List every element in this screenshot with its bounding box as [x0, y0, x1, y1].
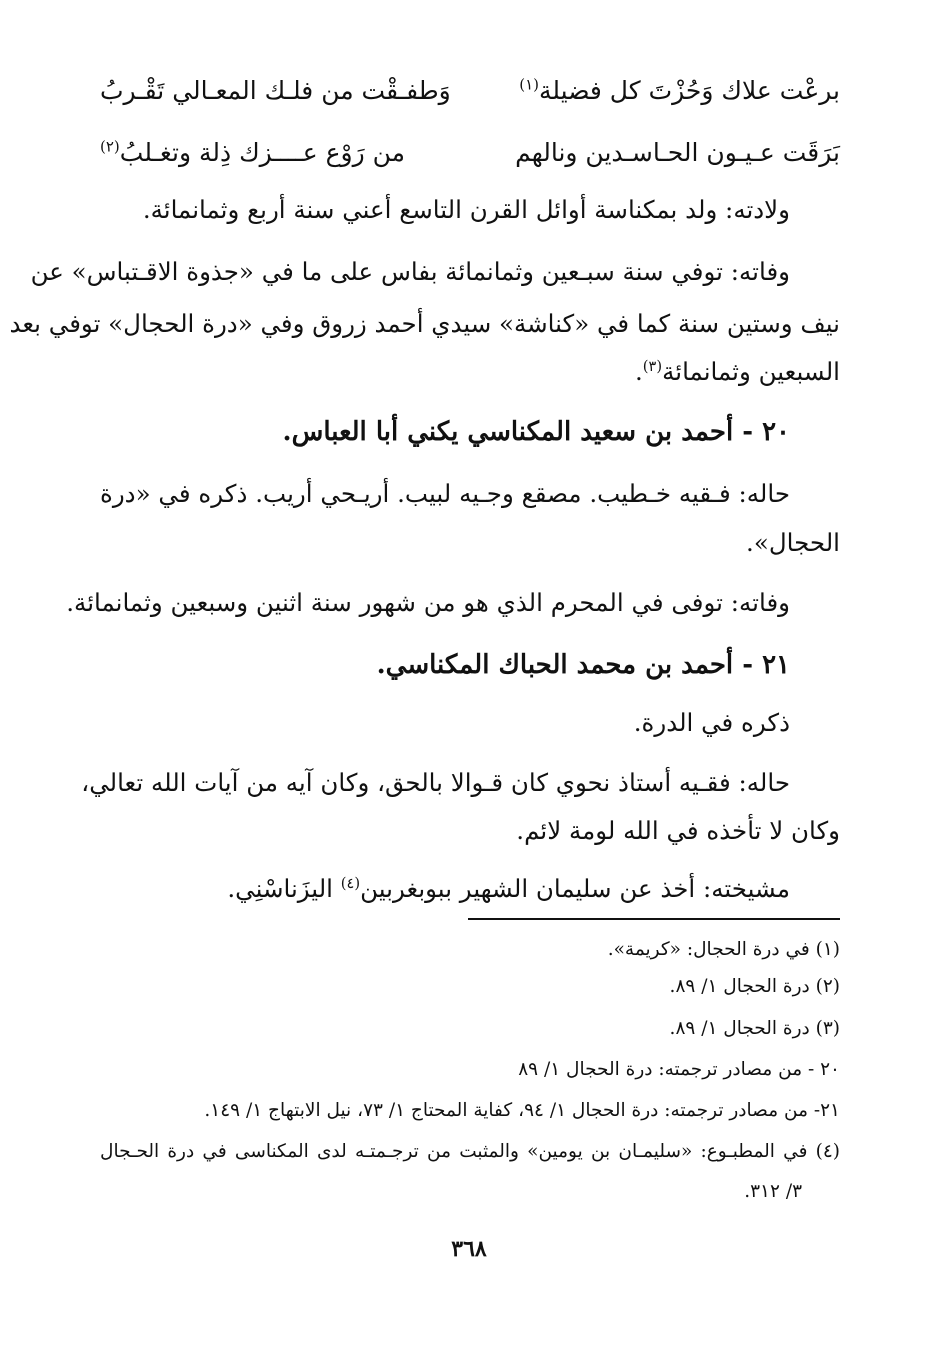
entry-21-description-line-2: وكان لا تأخذه في الله لومة لائم. [516, 816, 840, 845]
birth-paragraph: ولادته: ولد بمكناسة أوائل القرن التاسع أعني سنة أربع وثمانمائة. [142, 195, 790, 224]
footnote-entry-20-sources: ٢٠ - من مصادر ترجمته: درة الحجال ١/ ٨٩ [518, 1059, 840, 1080]
footnote-entry-21-sources: ٢١- من مصادر ترجمته: درة الحجال ١/ ٩٤، كفاية المحتاج ١/ ٧٣، نيل الابتهاج ١/ ١٤٩. [204, 1100, 840, 1121]
footnote-ref-2[interactable]: (٢) [100, 137, 120, 156]
death-line-1: وفاته: توفي سنة سبـعين وثمانمائة بفاس على ما في «جذوة الاقـتباس» عن [30, 257, 790, 286]
footnote-3: (٣) درة الحجال ١/ ٨٩. [669, 1018, 840, 1039]
footnote-4-line-2: ٣/ ٣١٢. [744, 1181, 802, 1202]
footnote-1: (١) في درة الحجال: «كريمة». [607, 939, 840, 960]
footnote-ref-1[interactable]: (١) [519, 75, 539, 94]
entry-20-heading: ٢٠ - أحمد بن سعيد المكناسي يكني أبا العباس. [282, 417, 790, 447]
death-line-3: السبعين وثمانمائة$^{(٣)}$. [634, 357, 840, 386]
verse-1-first-hemistich: برعْت علاك وَحُزْتَ كل فضيلة$^{(١)}$ [519, 75, 840, 105]
entry-21-heading: ٢١ - أحمد بن محمد الحباك المكناسي. [376, 650, 790, 680]
entry-21-description-line-1: حاله: فقـيه أستاذ نحوي كان قـوالا بالحق، وكان آيه من آيات الله تعالي، [81, 768, 790, 797]
footnote-ref-3[interactable]: (٣) [642, 357, 663, 375]
footnote-4-line-1: (٤) في المطبـوع: «سليمـان بن يومين» والمثبت من ترجـمتـه لدى المكناسى في درة الحـجال [100, 1141, 840, 1162]
death-line-2: نيف وستين سنة كما في «كناشة» سيدي أحمد زروق وفي «درة الحجال» توفي بعد [9, 309, 840, 338]
entry-21-teachers: مشيخته: أخذ عن سليمان الشهير ببوبغربين$^{(٤)}$ اليزَناسْنِي. [227, 874, 790, 903]
footnote-separator [468, 918, 840, 920]
entry-20-description-line-1: حاله: فـقيه خـطيب. مصقع وجـيه لبيب. أريـحي أريب. ذكره في «درة [100, 479, 790, 508]
page-number: ٣٦٨ [451, 1236, 487, 1262]
poem-verse-2 [100, 130, 840, 176]
verse-2-first-hemistich: بَرَقَت عـيـون الحـاسـدين ونالهم [515, 138, 840, 167]
entry-20-description-line-2: الحجال». [746, 528, 840, 557]
poem-verse-1 [100, 68, 840, 114]
verse-2-second-hemistich: من رَوْع عــــزك ذِلة وتغـلبُ$^{(٢)}$ [100, 137, 406, 167]
footnote-ref-4[interactable]: (٤) [340, 874, 361, 892]
footnote-2: (٢) درة الحجال ١/ ٨٩. [669, 976, 840, 997]
entry-21-mention: ذكره في الدرة. [633, 708, 790, 737]
verse-1-second-hemistich: وَطفـقْت من فلـك المعـالي تَقْـربُ [100, 76, 451, 105]
entry-20-death: وفاته: توفى في المحرم الذي هو من شهور سنة اثنين وسبعين وثمانمائة. [66, 588, 790, 617]
